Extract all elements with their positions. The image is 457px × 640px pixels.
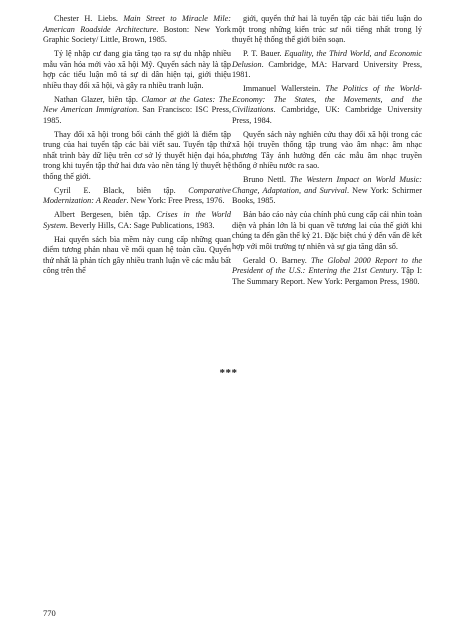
entry-publication: . Beverly Hills, CA: Sage Publications, 1983.	[65, 220, 215, 230]
annotation-paragraph	[43, 235, 231, 277]
entry-title: The Western Impact on World Music: Change, Adaptation, and Survival	[232, 175, 423, 195]
entry-author: Bruno Nettl.	[243, 175, 290, 184]
entry-title: Clamor at the Gates: The New American Immigration	[43, 94, 231, 114]
entry-author: Nathan Glazer, biên tập.	[54, 94, 142, 104]
entry-title: The Global 2000 Report to the President of the U.S.: Entering the 21st Century	[232, 255, 422, 275]
section-separator: ***	[219, 367, 238, 379]
entry-publication: . Tập I: The Summary Report. New York: Pergamon Press, 1980.	[232, 266, 423, 286]
entry-title: Comparative Modernization: A Reader	[43, 185, 231, 205]
entry-publication: . San Francisco: ISC Press, 1985.	[43, 105, 231, 125]
annotation-paragraph	[232, 14, 422, 46]
entry-publication: . Boston: New York Graphic Society/ Little, Brown, 1985.	[43, 24, 232, 44]
entry-author: Gerald O. Barney.	[243, 255, 311, 265]
entry-text: Hai quyển sách bìa mềm này cung cấp những quan điểm tương phản nhau về mối quan hệ toàn cầu. Quyển thứ nhất là phản tích gây nhiều tranh luận về các mẫu bất công trên thế	[43, 234, 231, 275]
entry-author: P. T. Bauer.	[243, 49, 285, 58]
bibliography-entry	[43, 95, 231, 127]
entry-author: Cyril E. Black, biên tập.	[54, 185, 189, 195]
entry-publication: . Cambridge, UK: Cambridge University Press, 1984.	[232, 105, 422, 125]
annotation-paragraph	[232, 210, 422, 252]
entry-text: Bản báo cáo này của chính phủ cung cấp cái nhìn toàn diện và phản lớn là bi quan về tương lai của thế giới khi chúng ta đến gần thế kỷ 21. Đặc biệt chú ý đến vấn đề kết hợp với môi trường tự nhiên và sự gia tăng dân số.	[232, 210, 422, 251]
bibliography-entry	[43, 186, 231, 207]
entry-publication: . New York: Free Press, 1976.	[126, 196, 225, 205]
left-column	[43, 14, 231, 280]
entry-author: Immanuel Wallerstein.	[243, 84, 326, 93]
entry-text: Thay đổi xã hội trong bối cảnh thế giới là điểm tập trung của hai tuyển tập các bài viết sau. Tuyển tập thứ nhất trình bày dữ liệu trên cơ sở lý thuyết hiện đại hóa, trong khi tuyển tập thứ hai đưa vào nền tảng lý thuyết hệ thống thế giới.	[43, 129, 231, 181]
annotation-paragraph	[43, 130, 231, 183]
entry-publication: . New York: Schirmer Books, 1985.	[232, 185, 422, 205]
entry-text: Tỷ lệ nhập cư đang gia tăng tạo ra sự du nhập nhiều mẫu văn hóa mới vào xã hội Mỹ. Quyển sách này là tập hợp các tiểu luận mô tả sự di dân hiện tại, giới thiệu nhiều thay đổi xã hội, và gây ra nhiều tranh luận.	[43, 49, 231, 90]
bibliography-entry	[232, 49, 422, 81]
annotation-paragraph	[232, 130, 422, 172]
entry-title: Equality, the Third World, and Economic Delusion	[232, 49, 422, 69]
page-number: 770	[43, 608, 56, 618]
entry-title: Crises in the World System	[43, 210, 231, 230]
entry-title: The Politics of the World-Economy: The States, the Movements, and the Civilizations	[232, 84, 423, 114]
entry-author: Albert Bergesen, biên tập.	[54, 210, 157, 219]
entry-title: Main Street to Miracle Mile: American Roadside Architecture	[43, 14, 231, 34]
bibliography-entry	[232, 175, 422, 207]
entry-publication: . Cambridge, MA: Harvard University Press, 1981.	[232, 59, 422, 79]
bibliography-entry	[43, 14, 231, 46]
entry-text: Quyển sách này nghiên cứu thay đổi xã hội trong các xã hội truyền thống tập trung vào âm nhạc: âm nhạc phương Tây ảnh hưởng đến các mẫu âm nhạc truyền thống ở nhiều nước ra sao.	[232, 129, 422, 170]
entry-text: giới, quyển thứ hai là tuyển tập các bài tiểu luận do một trong những kiến trúc sư nổi tiếng nhất trong lý thuyết hệ thống thế giới biên soạn.	[232, 14, 422, 44]
bibliography-entry	[232, 256, 422, 288]
bibliography-entry	[232, 84, 422, 126]
entry-author: Chester H. Liebs.	[54, 14, 124, 23]
right-column	[232, 14, 422, 291]
annotation-paragraph	[43, 49, 231, 91]
bibliography-entry	[43, 210, 231, 231]
